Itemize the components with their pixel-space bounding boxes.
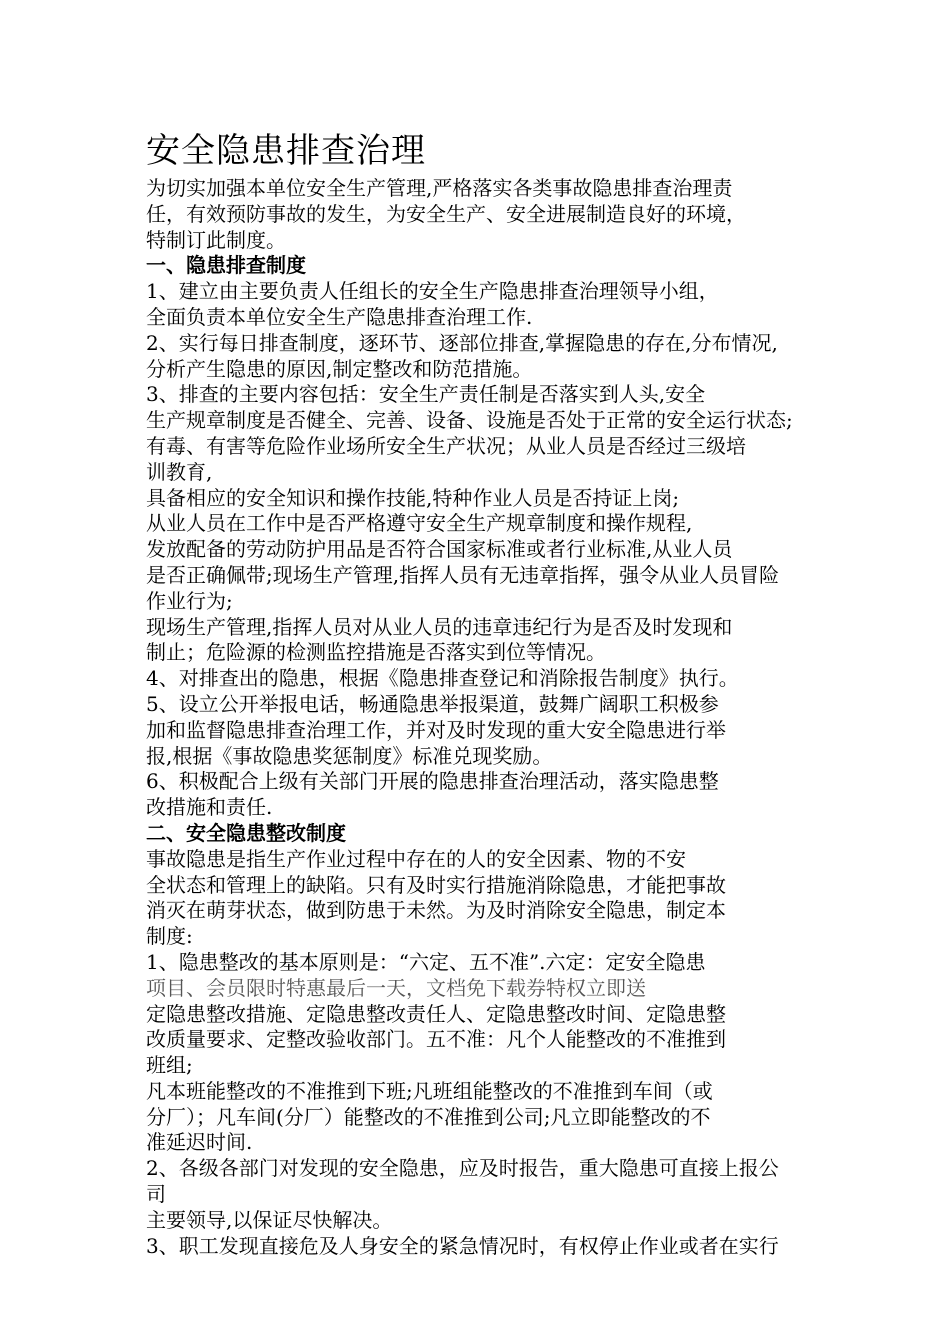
body-text-line: 分厂）；凡车间(分厂）能整改的不准推到公司;凡立即能整改的不: [146, 1104, 711, 1129]
body-text-line: 改措施和责任.: [146, 795, 273, 820]
body-text-line: 发放配备的劳动防护用品是否符合国家标准或者行业标准,从业人员: [146, 537, 733, 562]
body-text-line: 是否正确佩带;现场生产管理,指挥人员有无违章指挥，强令从业人员冒险: [146, 562, 780, 587]
body-text-line: 制止；危险源的检测监控措施是否落实到位等情况。: [146, 640, 606, 665]
body-text-line: 1、建立由主要负责人任组长的安全生产隐患排查治理领导小组，: [146, 279, 719, 304]
body-text-line: 2、各级各部门对发现的安全隐患，应及时报告，重大隐患可直接上报公: [146, 1156, 779, 1181]
document-page: [146, 126, 811, 1259]
body-text-line: 改质量要求、定整改验收部门。五不准：凡个人能整改的不准推到: [146, 1027, 726, 1052]
body-text-line: 凡本班能整改的不准推到下班;凡班组能整改的不准推到车间（或: [146, 1078, 713, 1103]
body-text-line: 加和监督隐患排查治理工作，并对及时发现的重大安全隐患进行举: [146, 717, 726, 742]
body-text-line: 生产规章制度是否健全、完善、设备、设施是否处于正常的安全运行状态;: [146, 408, 793, 433]
section-heading: 一、隐患排查制度: [146, 253, 306, 278]
body-text-line: 训教育,: [146, 459, 213, 484]
body-text-line: 有毒、有害等危险作业场所安全生产状况；从业人员是否经过三级培: [146, 433, 746, 458]
document-body: [146, 176, 811, 1259]
body-text-line: 特制订此制度。: [146, 227, 286, 252]
body-text-line: 3、职工发现直接危及人身安全的紧急情况时，有权停止作业或者在实行: [146, 1233, 779, 1258]
body-text-line: 任，有效预防事故的发生，为安全生产、安全进展制造良好的环境，: [146, 201, 746, 226]
document-title: 安全隐患排查治理: [146, 131, 426, 171]
body-text-line: 为切实加强本单位安全生产管理,严格落实各类事故隐患排查治理责: [146, 176, 733, 200]
body-text-line: 主要领导,以保证尽快解决。: [146, 1207, 393, 1232]
body-text-line: 3、排查的主要内容包括：安全生产责任制是否落实到人头,安全: [146, 382, 706, 407]
body-text-line: 2、实行每日排查制度，逐环节、逐部位排查,掌握隐患的存在,分布情况,: [146, 330, 778, 355]
section-heading: 二、安全隐患整改制度: [146, 820, 346, 845]
body-text-line: 司: [146, 1182, 166, 1207]
body-text-line: 分析产生隐患的原因,制定整改和防范措施。: [146, 356, 533, 381]
body-text-line: 全面负责本单位安全生产隐患排查治理工作.: [146, 304, 533, 329]
body-text-line: 消灭在萌芽状态，做到防患于未然。为及时消除安全隐患，制定本: [146, 898, 726, 923]
body-text-line: 5、设立公开举报电话，畅通隐患举报渠道，鼓舞广阔职工积极参: [146, 691, 719, 716]
body-text-line: 现场生产管理,指挥人员对从业人员的违章违纪行为是否及时发现和: [146, 614, 733, 639]
body-text-line: 作业行为;: [146, 588, 233, 613]
body-text-line: 准延迟时间.: [146, 1130, 253, 1155]
body-text-line: 制度:: [146, 924, 193, 949]
body-text-line: 全状态和管理上的缺陷。只有及时实行措施消除隐患，才能把事故: [146, 872, 726, 897]
body-text-line: 具备相应的安全知识和操作技能,特种作业人员是否持证上岗;: [146, 485, 680, 510]
body-text-line: 定隐患整改措施、定隐患整改责任人、定隐患整改时间、定隐患整: [146, 1001, 726, 1026]
body-text-line: 从业人员在工作中是否严格遵守安全生产规章制度和操作规程,: [146, 511, 693, 536]
body-text-line: 班组;: [146, 1053, 193, 1078]
body-text-line: 事故隐患是指生产作业过程中存在的人的安全因素、物的不安: [146, 846, 686, 871]
promo-banner-text[interactable]: 项目、会员限时特惠最后一天，文档免下载券特权立即送: [146, 975, 646, 1000]
body-text-line: 报,根据《事故隐患奖惩制度》标准兑现奖励。: [146, 743, 553, 768]
body-text-line: 6、积极配合上级有关部门开展的隐患排查治理活动，落实隐患整: [146, 769, 719, 794]
body-text-line: 4、对排查出的隐患，根据《隐患排查登记和消除报告制度》执行。: [146, 666, 739, 691]
body-text-line: 1、隐患整改的基本原则是：“六定、五不准”.六定：定安全隐患: [146, 949, 706, 974]
